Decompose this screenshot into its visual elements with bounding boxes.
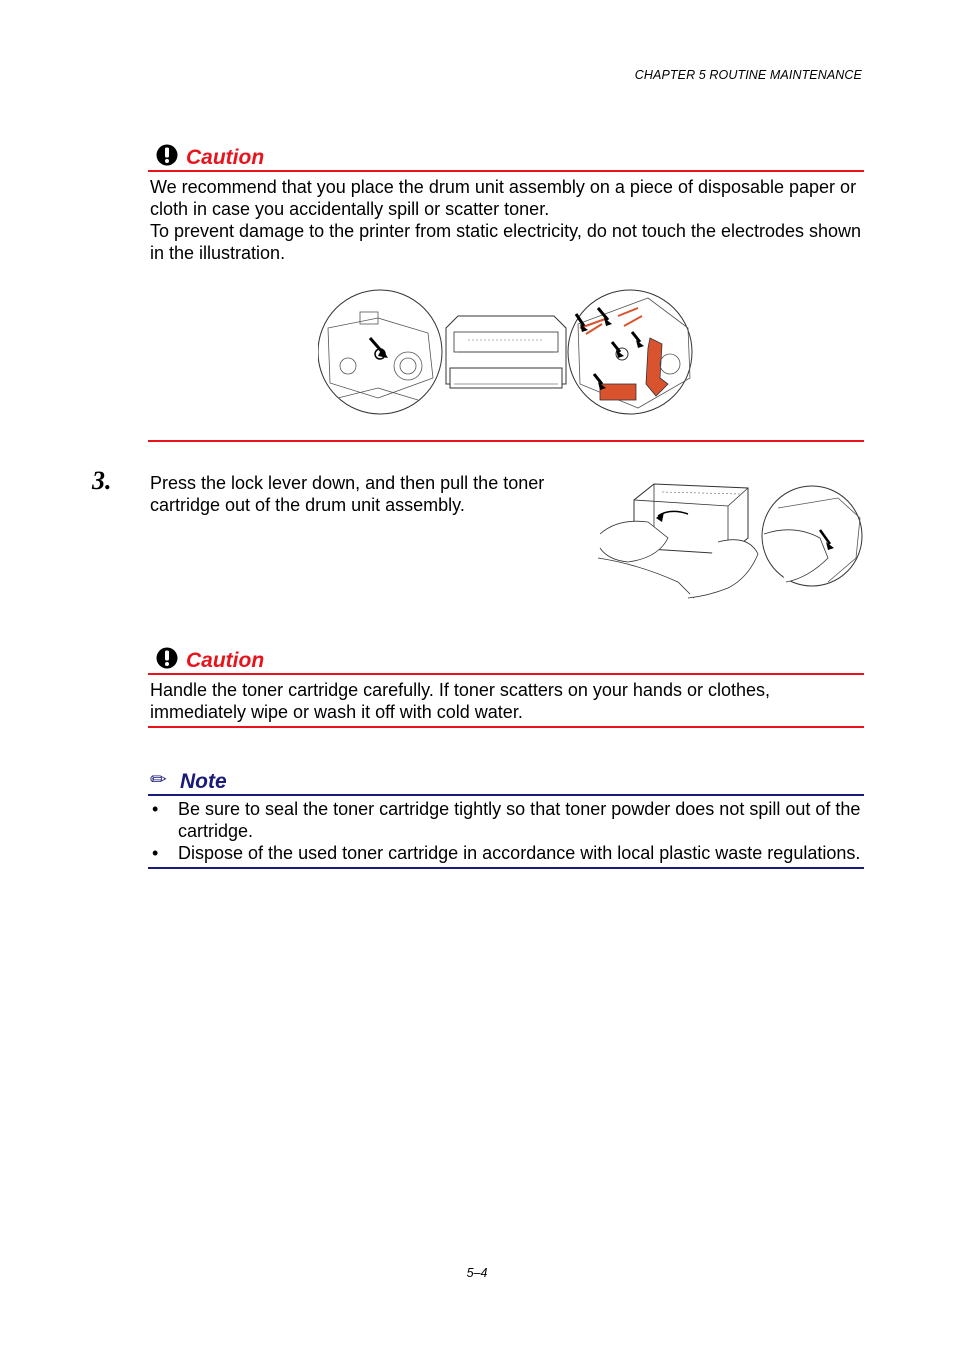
- note-heading: [148, 764, 864, 794]
- electrodes-illustration: [318, 288, 694, 420]
- caution-body: [148, 172, 864, 264]
- caution-title: Caution: [186, 146, 265, 169]
- warning-exclamation-icon: [156, 144, 178, 166]
- caution-line-1: We recommend that you place the drum unit assembly on a piece of disposable paper or cloth in case you accidentally spill or scatter toner.: [150, 177, 857, 219]
- page-number: 5–4: [466, 1266, 488, 1280]
- list-item: • Be sure to seal the toner cartridge tightly so that toner powder does not spill out of the cartridge.: [152, 799, 861, 841]
- caution-body: Handle the toner cartridge carefully. If toner scatters on your hands or clothes, immediately wipe or wash it off with cold water.: [150, 680, 770, 722]
- caution-bottom-rule: [148, 726, 864, 728]
- caution-bottom-rule: [148, 440, 864, 442]
- running-header: CHAPTER 5 ROUTINE MAINTENANCE: [634, 68, 862, 82]
- warning-exclamation-icon: [156, 647, 178, 669]
- caution-box-electrodes: [148, 140, 864, 264]
- caution-heading: [148, 643, 864, 673]
- caution-heading: [148, 140, 864, 170]
- toner-removal-illustration: [598, 478, 864, 602]
- caution-line-2: To prevent damage to the printer from static electricity, do not touch the electrodes shown in the illustration.: [150, 221, 862, 263]
- note-list: [148, 796, 864, 864]
- list-item: • Dispose of the used toner cartridge in accordance with local plastic waste regulations.: [152, 843, 861, 863]
- caution-title: Caution: [186, 649, 265, 672]
- note-box: [148, 764, 864, 869]
- step-number: 3.: [92, 466, 112, 495]
- step-instruction: Press the lock lever down, and then pull the toner cartridge out of the drum unit assembly.: [150, 473, 545, 515]
- pencil-icon: ✏: [150, 769, 167, 791]
- note-title: Note: [180, 770, 227, 793]
- note-bottom-rule: [148, 867, 864, 869]
- caution-box-toner: [148, 643, 864, 728]
